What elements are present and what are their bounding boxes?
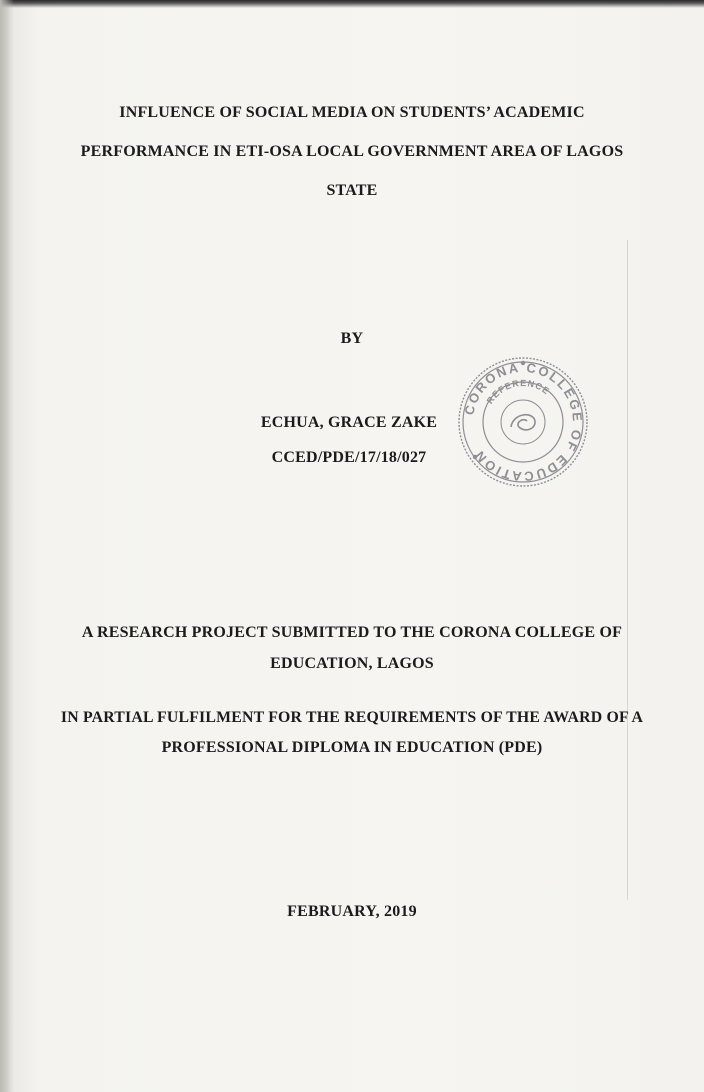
title-line-3: STATE <box>326 182 378 199</box>
submission-line-2: EDUCATION, LAGOS <box>270 655 434 672</box>
fulfilment-line-2: PROFESSIONAL DIPLOMA IN EDUCATION (PDE) <box>161 739 543 756</box>
scan-top-edge <box>0 0 704 8</box>
submission-line-1: A RESEARCH PROJECT SUBMITTED TO THE CORONA COLLEGE OF <box>81 624 623 641</box>
title-line-1: INFLUENCE OF SOCIAL MEDIA ON STUDENTS’ ACADEMIC <box>119 104 585 121</box>
college-reference-stamp <box>453 355 593 490</box>
fulfilment-line-1: IN PARTIAL FULFILMENT FOR THE REQUIREMENTS OF THE AWARD OF A <box>60 709 644 726</box>
scan-left-edge <box>0 0 14 1092</box>
title-line-2: PERFORMANCE IN ETI-OSA LOCAL GOVERNMENT AREA OF LAGOS <box>80 143 624 160</box>
stamp-outer-text: CORONA COLLEGE OF EDUCATION <box>461 359 586 485</box>
author-matric-number: CCED/PDE/17/18/027 <box>271 449 427 466</box>
by-label: BY <box>340 330 364 347</box>
submission-date: FEBRUARY, 2019 <box>287 903 417 920</box>
stamp-inner-text: REFERENCE <box>484 377 552 406</box>
author-name: ECHUA, GRACE ZAKE <box>260 414 438 431</box>
